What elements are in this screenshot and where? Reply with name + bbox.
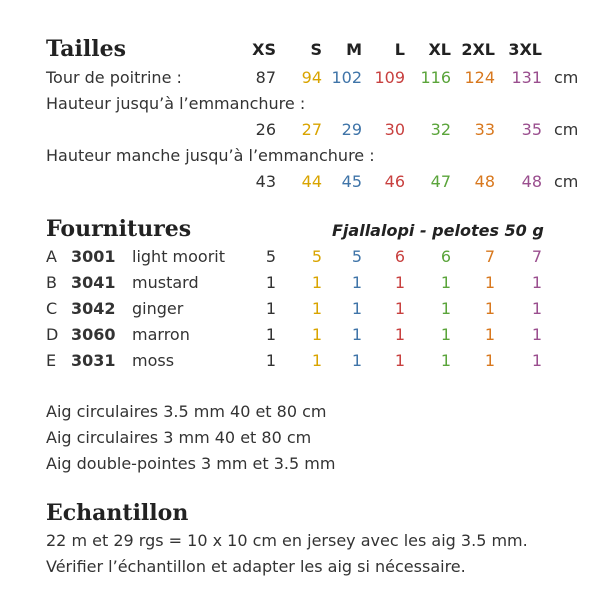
measure-label-armhole-height: Hauteur jusqu’à l’emmanchure : (46, 94, 306, 113)
size-header-xs: XS (252, 40, 276, 59)
yarn-quantity: 1 (311, 351, 322, 370)
needle-item: Aig circulaires 3 mm 40 et 80 cm (46, 428, 312, 447)
yarn-color-name: mustard (132, 273, 199, 292)
yarn-quantity: 1 (351, 273, 362, 292)
measure-label-sleeve-height: Hauteur manche jusqu’à l’emmanchure : (46, 146, 375, 165)
measure-value: 35 (521, 120, 542, 139)
yarn-quantity: 1 (351, 325, 362, 344)
yarn-quantity: 1 (394, 299, 405, 318)
yarn-quantity: 1 (484, 351, 495, 370)
yarn-quantity: 5 (265, 247, 276, 266)
size-header-3xl: 3XL (508, 40, 542, 59)
yarn-code: 3042 (71, 299, 116, 318)
measure-value: 46 (384, 172, 405, 191)
measure-value: 30 (384, 120, 405, 139)
yarn-quantity: 1 (440, 351, 451, 370)
yarn-color-name: moss (132, 351, 175, 370)
yarn-quantity: 7 (531, 247, 542, 266)
yarn-quantity: 1 (311, 325, 322, 344)
yarn-quantity: 1 (484, 325, 495, 344)
yarn-color-name: marron (132, 325, 190, 344)
yarn-quantity: 1 (394, 351, 405, 370)
measure-value: 45 (341, 172, 362, 191)
yarn-quantity: 1 (265, 273, 276, 292)
size-header-2xl: 2XL (461, 40, 495, 59)
yarn-code: 3031 (71, 351, 116, 370)
measure-value: 29 (341, 120, 362, 139)
yarn-quantity: 1 (351, 351, 362, 370)
unit-label: cm (554, 68, 579, 87)
yarn-code: 3041 (71, 273, 116, 292)
needle-item: Aig circulaires 3.5 mm 40 et 80 cm (46, 402, 327, 421)
yarn-code: 3001 (71, 247, 116, 266)
yarn-quantity: 1 (531, 299, 542, 318)
yarn-quantity: 1 (440, 273, 451, 292)
measure-value: 87 (255, 68, 276, 87)
yarn-quantity: 1 (311, 273, 322, 292)
yarn-quantity: 5 (351, 247, 362, 266)
yarn-letter: E (46, 351, 57, 370)
yarn-quantity: 1 (440, 299, 451, 318)
measure-value: 32 (430, 120, 451, 139)
yarn-quantity: 1 (394, 273, 405, 292)
yarn-subtitle: Fjallalopi - pelotes 50 g (332, 221, 544, 240)
yarn-letter: B (46, 273, 57, 292)
needle-item: Aig double-pointes 3 mm et 3.5 mm (46, 454, 336, 473)
supplies-heading: Fournitures (46, 216, 192, 242)
yarn-quantity: 6 (440, 247, 451, 266)
measure-value: 48 (521, 172, 542, 191)
size-header-xl: XL (428, 40, 451, 59)
size-header-l: L (394, 40, 405, 59)
unit-label: cm (554, 172, 579, 191)
yarn-color-name: light moorit (132, 247, 226, 266)
yarn-quantity: 7 (484, 247, 495, 266)
yarn-letter: C (46, 299, 58, 318)
measure-value: 48 (474, 172, 495, 191)
yarn-letter: A (46, 247, 57, 266)
yarn-quantity: 1 (265, 299, 276, 318)
yarn-color-name: ginger (132, 299, 184, 318)
yarn-quantity: 1 (351, 299, 362, 318)
gauge-line: Vérifier l’échantillon et adapter les aig si nécessaire. (46, 557, 466, 576)
measure-value: 43 (255, 172, 276, 191)
yarn-quantity: 1 (484, 273, 495, 292)
measure-value: 102 (331, 68, 362, 87)
yarn-quantity: 1 (440, 325, 451, 344)
gauge-heading: Echantillon (46, 500, 189, 526)
measure-value: 33 (474, 120, 495, 139)
yarn-quantity: 1 (484, 299, 495, 318)
sizes-heading: Tailles (46, 36, 126, 62)
yarn-code: 3060 (71, 325, 116, 344)
measure-value: 131 (511, 68, 542, 87)
measure-value: 116 (420, 68, 451, 87)
yarn-quantity: 5 (311, 247, 322, 266)
yarn-quantity: 1 (311, 299, 322, 318)
yarn-letter: D (46, 325, 59, 344)
yarn-quantity: 1 (531, 325, 542, 344)
measure-label-chest: Tour de poitrine : (46, 68, 182, 87)
yarn-quantity: 1 (394, 325, 405, 344)
measure-value: 94 (301, 68, 322, 87)
size-header-s: S (310, 40, 322, 59)
measure-value: 124 (464, 68, 495, 87)
measure-value: 44 (301, 172, 322, 191)
gauge-line: 22 m et 29 rgs = 10 x 10 cm en jersey avec les aig 3.5 mm. (46, 531, 528, 550)
yarn-quantity: 1 (265, 325, 276, 344)
measure-value: 109 (374, 68, 405, 87)
yarn-quantity: 1 (531, 351, 542, 370)
yarn-quantity: 1 (265, 351, 276, 370)
size-header-m: M (346, 40, 362, 59)
yarn-quantity: 6 (394, 247, 405, 266)
unit-label: cm (554, 120, 579, 139)
measure-value: 26 (255, 120, 276, 139)
yarn-quantity: 1 (531, 273, 542, 292)
measure-value: 27 (301, 120, 322, 139)
measure-value: 47 (430, 172, 451, 191)
